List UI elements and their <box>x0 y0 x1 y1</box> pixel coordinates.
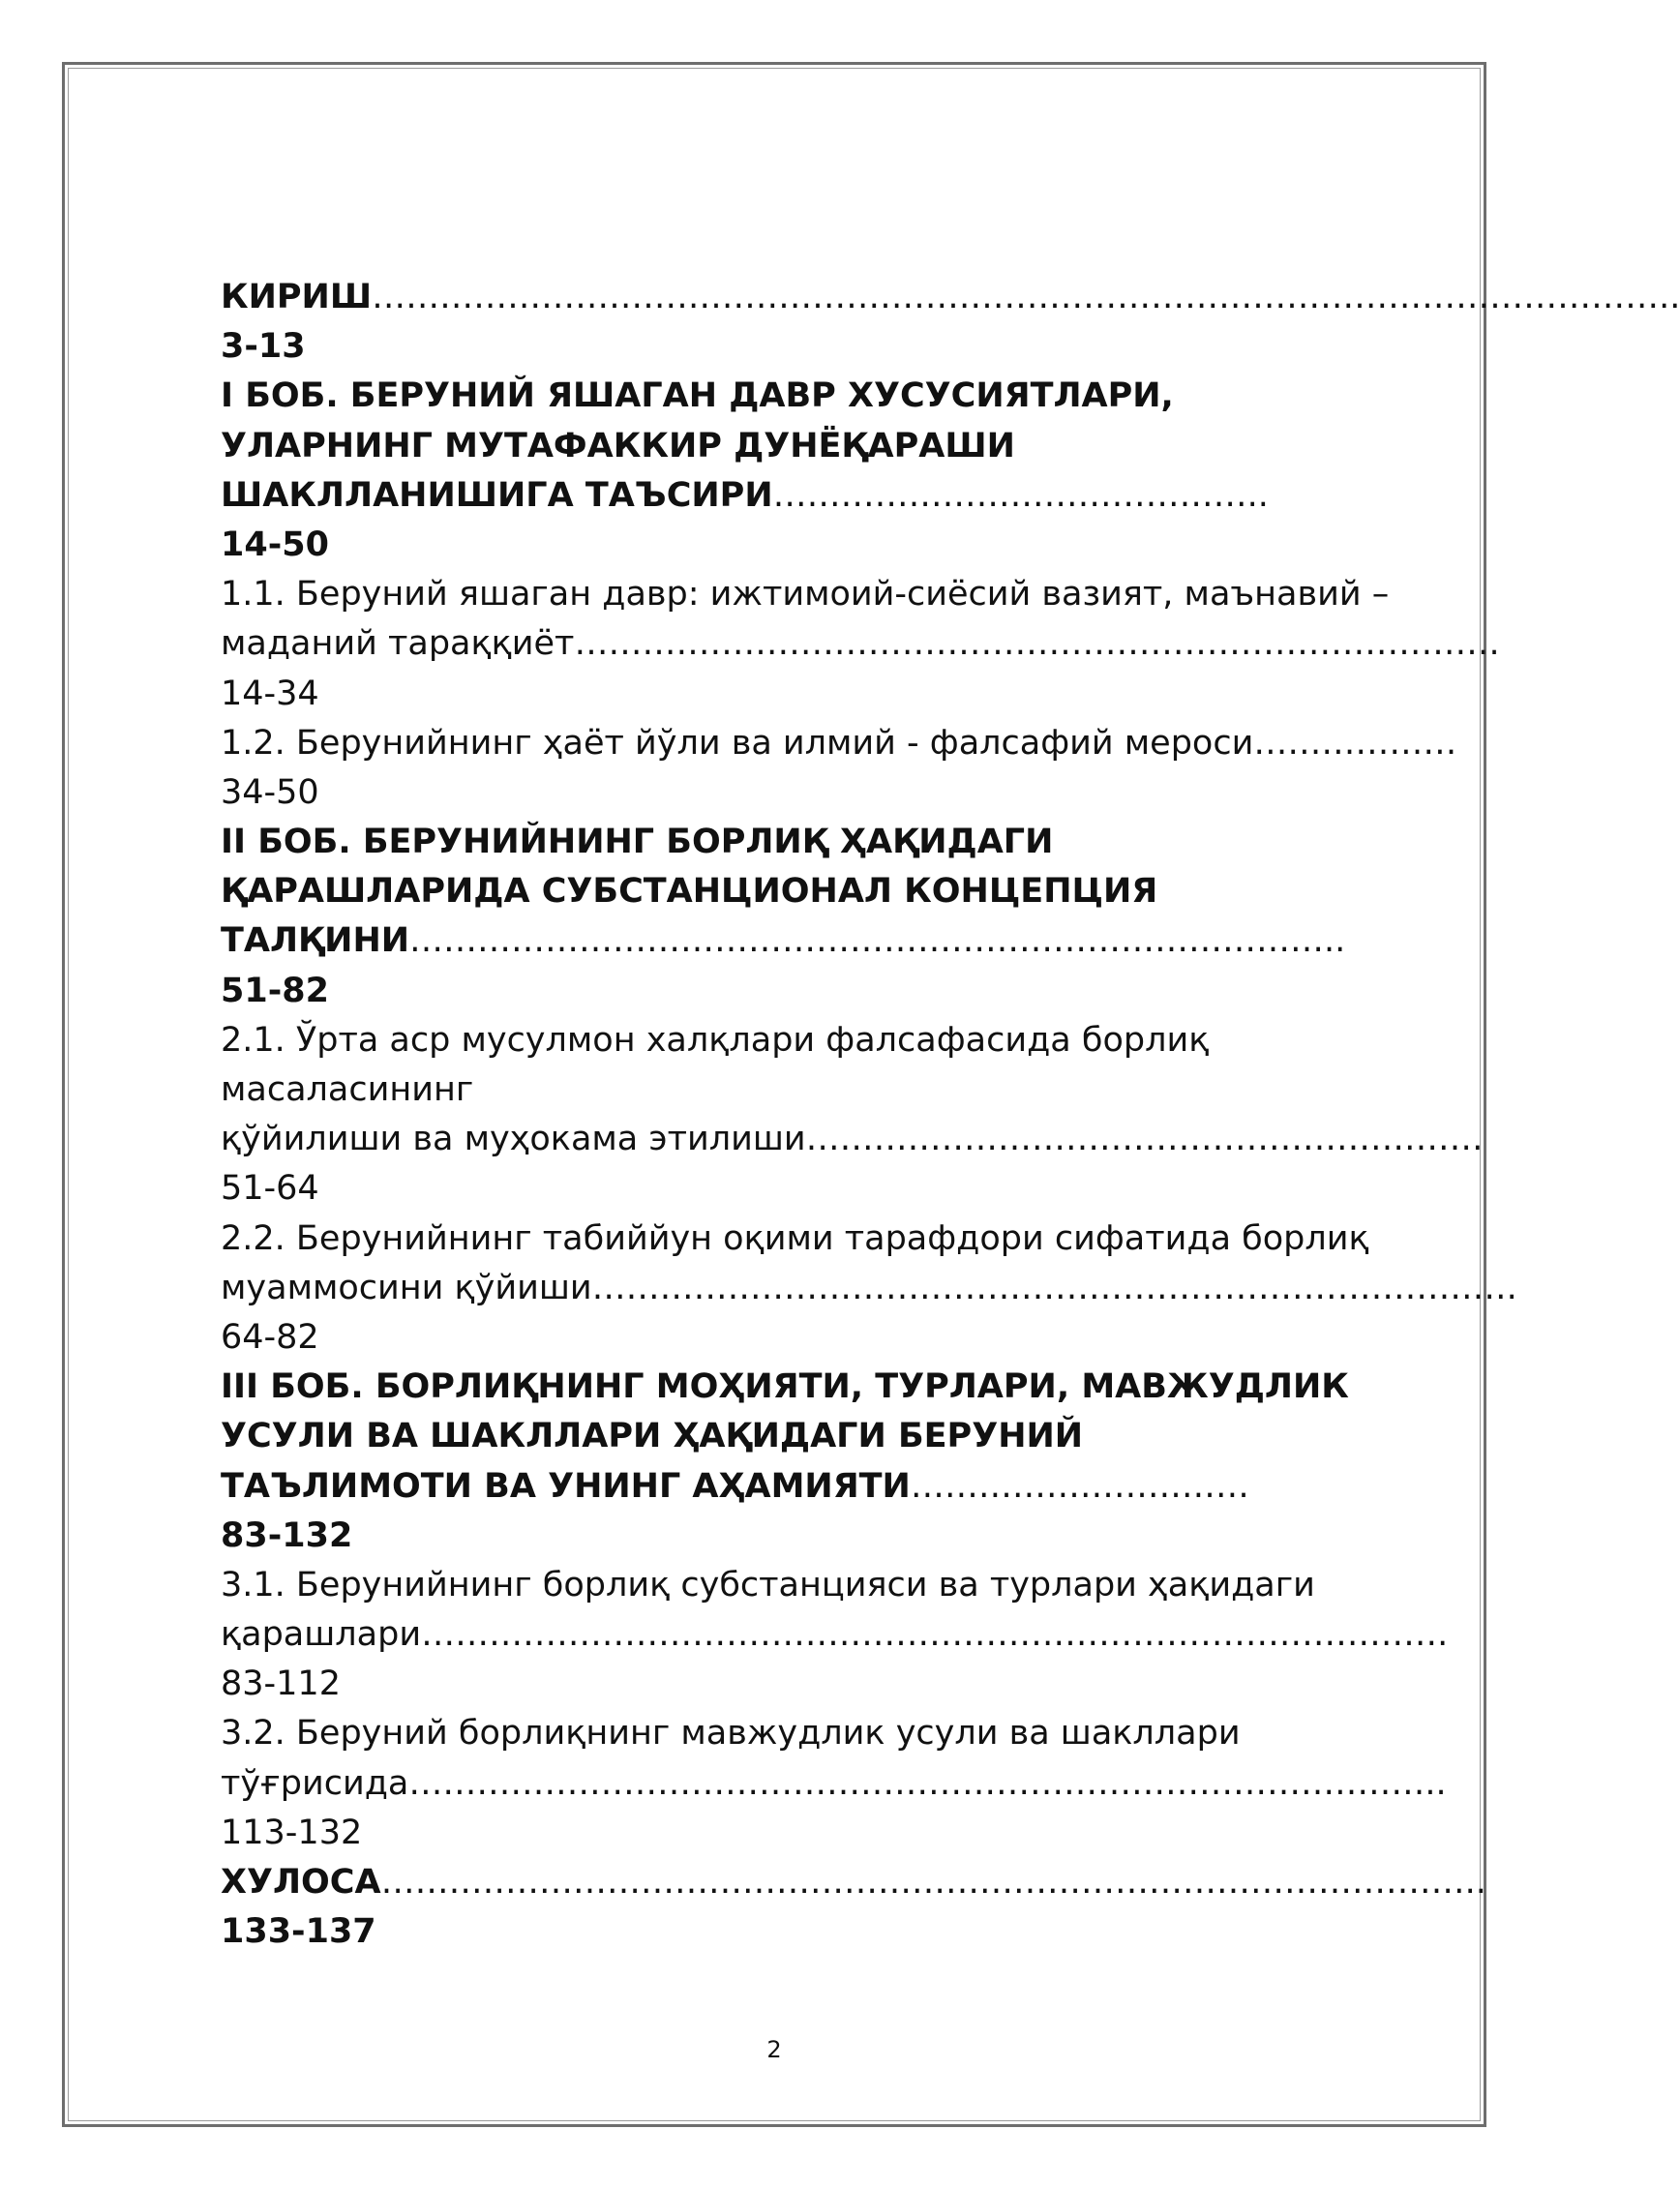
toc-entry-text: II БОБ. БЕРУНИЙНИНГ БОРЛИҚ ҲАҚИДАГИ <box>221 823 1054 862</box>
toc-line <box>221 1164 1440 1214</box>
toc-line <box>221 521 1440 570</box>
toc-leader-dots: ………………………………………………………………………. <box>574 624 1500 664</box>
toc-entry-text: масаласининг <box>221 1070 474 1109</box>
toc-line <box>221 1264 1517 1313</box>
toc-line <box>221 1115 1484 1164</box>
toc-line <box>221 916 1440 966</box>
toc-entry-text: 113-132 <box>221 1813 363 1852</box>
toc-line <box>221 1214 1440 1264</box>
toc-line <box>221 1809 1440 1858</box>
toc-line <box>221 1610 1449 1660</box>
toc-line <box>221 1462 1440 1512</box>
toc-line <box>221 867 1440 916</box>
toc-entry-text: УЛАРНИНГ МУТАФАККИР ДУНЁҚАРАШИ <box>221 426 1015 465</box>
toc-entry-text: маданий тараққиёт <box>221 624 575 664</box>
toc-line <box>221 570 1440 619</box>
toc-entry-text: 51-82 <box>221 971 329 1010</box>
toc-leader-dots: …………………………………………………………………………………………………….. <box>372 278 1680 316</box>
toc-entry-text: ХУЛОСА <box>221 1863 381 1902</box>
toc-leader-dots: ……………………………………………………………………….. <box>409 921 1346 961</box>
toc-entry-text: 64-82 <box>221 1317 319 1357</box>
toc-leader-dots: ………………………… <box>910 1466 1249 1506</box>
toc-line <box>221 1313 1440 1363</box>
toc-line <box>221 670 1440 719</box>
toc-leader-dots: ……………………………………………………………………………….. <box>408 1763 1447 1803</box>
toc-leader-dots: ………………………………………………………………………. <box>591 1268 1517 1307</box>
toc-entry-text: КИРИШ <box>221 278 373 316</box>
toc-line <box>221 1363 1440 1412</box>
toc-entry-text: 133-137 <box>221 1912 376 1952</box>
toc-entry-text: 14-50 <box>221 525 329 564</box>
toc-entry-text: 83-112 <box>221 1664 341 1704</box>
toc-entry-text: ҚАРАШЛАРИДА СУБСТАНЦИОНАЛ КОНЦЕПЦИЯ <box>221 872 1158 912</box>
toc-entry-text: 3.1. Берунийнинг борлиқ субстанцияси ва турлари ҳақидаги <box>221 1565 1315 1604</box>
page-number: 2 <box>766 2036 782 2063</box>
toc-entry-text: ШАКЛЛАНИШИГА ТАЪСИРИ <box>221 475 773 515</box>
toc-entry-text: 2.2. Берунийнинг табиййун оқими тарафдори сифатида борлиқ <box>221 1218 1369 1258</box>
toc-line <box>221 1759 1447 1809</box>
toc-line <box>221 967 1440 1016</box>
toc-line <box>221 768 1440 818</box>
toc-line <box>221 273 1680 322</box>
toc-line <box>221 818 1440 867</box>
toc-line <box>221 1709 1440 1758</box>
toc-entry-text: 34-50 <box>221 772 319 812</box>
toc-entry-text: 14-34 <box>221 674 319 713</box>
toc-entry-text: 3-13 <box>221 327 306 367</box>
toc-entry-text: 83-132 <box>221 1515 353 1555</box>
toc-line <box>221 1858 1486 1907</box>
toc-entry-text: тўғрисида <box>221 1763 409 1803</box>
toc-entry-text: УСУЛИ ВА ШАКЛЛАРИ ҲАҚИДАГИ БЕРУНИЙ <box>221 1417 1084 1456</box>
toc-entry-text: ТАЪЛИМОТИ ВА УНИНГ АҲАМИЯТИ <box>221 1466 911 1506</box>
toc-leader-dots: ………………………………………………………………………………. <box>421 1615 1449 1655</box>
toc-line <box>221 471 1440 521</box>
toc-line <box>221 1512 1440 1561</box>
toc-leader-dots: ……………… <box>1253 723 1457 763</box>
toc-line <box>221 1016 1440 1065</box>
toc-line <box>221 422 1440 471</box>
toc-entry-text: 51-64 <box>221 1169 319 1209</box>
toc-leader-dots: …………………………………………………………………………………….. <box>380 1863 1486 1902</box>
toc-line <box>221 1660 1440 1709</box>
toc-line <box>221 1412 1440 1461</box>
toc-entry-text: қарашлари <box>221 1615 422 1655</box>
toc-entry-text: 2.1. Ўрта аср мусулмон халқлари фалсафасида борлиқ <box>221 1020 1210 1060</box>
toc-leader-dots: …………………………………….. <box>772 475 1269 515</box>
toc-entry-text: муаммосини қўйиши <box>221 1268 592 1307</box>
toc-line <box>221 1907 1440 1957</box>
table-of-contents <box>221 273 1680 1957</box>
toc-line <box>221 322 1440 372</box>
toc-entry-text: 1.2. Берунийнинг ҳаёт йўли ва илмий - фалсафий мероси <box>221 723 1254 763</box>
toc-entry-text: III БОБ. БОРЛИҚНИНГ МОҲИЯТИ, ТУРЛАРИ, МАВЖУДЛИК <box>221 1367 1349 1407</box>
toc-entry-text: ТАЛҚИНИ <box>221 921 410 961</box>
toc-line <box>221 372 1440 421</box>
toc-line <box>221 1065 1440 1115</box>
toc-entry-text: қўйилиши ва муҳокама этилиши <box>221 1120 806 1159</box>
toc-entry-text: 1.1. Беруний яшаган давр: ижтимоий-сиёсий вазият, маънавий – <box>221 575 1390 615</box>
toc-leader-dots: …………………………………………………… <box>805 1120 1484 1159</box>
toc-entry-text: 3.2. Беруний борлиқнинг мавжудлик усули ва шакллари <box>221 1714 1241 1754</box>
toc-line <box>221 1561 1440 1610</box>
toc-line <box>221 719 1457 768</box>
toc-line <box>221 619 1500 669</box>
toc-entry-text: I БОБ. БЕРУНИЙ ЯШАГАН ДАВР ХУСУСИЯТЛАРИ, <box>221 376 1174 416</box>
